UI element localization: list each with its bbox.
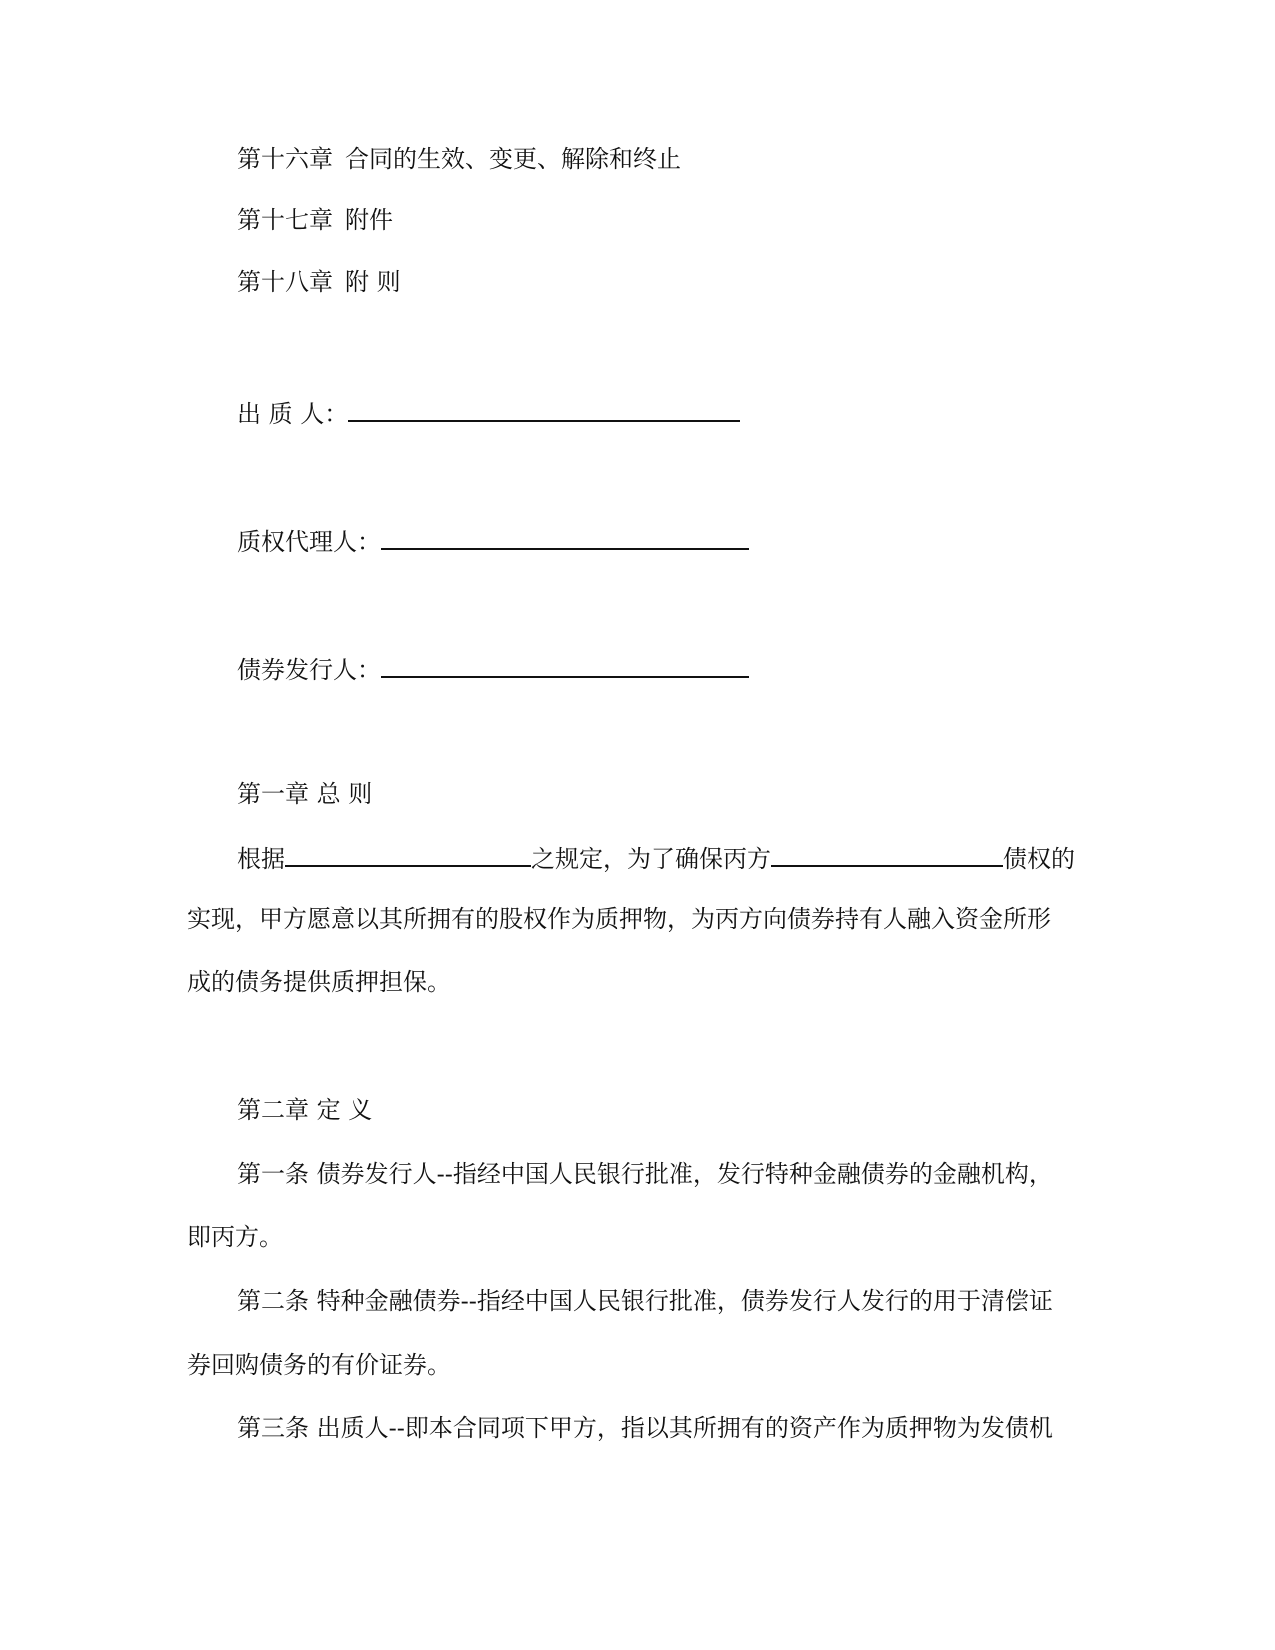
pledge-agent-row	[237, 522, 749, 558]
chapter-1-text-start: 根据	[237, 845, 285, 873]
toc-item-17-number: 第十七章	[237, 206, 333, 234]
toc-item-18-title: 附 则	[345, 268, 401, 296]
chapter-1-heading: 第一章 总 则	[237, 780, 373, 808]
bond-issuer-row	[237, 650, 749, 686]
pledge-agent-label: 质权代理人：	[237, 528, 381, 556]
article-2-line-1: 第二条 特种金融债券--指经中国人民银行批准，债券发行人发行的用于清偿证	[237, 1287, 1053, 1315]
toc-item-16	[237, 143, 681, 175]
pledgor-blank[interactable]	[348, 394, 740, 422]
pledge-agent-blank[interactable]	[381, 522, 749, 550]
article-3-line-1: 第三条 出质人--即本合同项下甲方，指以其所拥有的资产作为质押物为发债机	[237, 1414, 1053, 1442]
article-2-line-2: 券回购债务的有价证券。	[187, 1351, 451, 1379]
party-c-blank[interactable]	[771, 839, 1003, 867]
pledgor-label: 出 质 人：	[237, 400, 349, 428]
chapter-1-paragraph-line-3: 成的债务提供质押担保。	[187, 968, 451, 996]
chapter-1-paragraph-line-2: 实现，甲方愿意以其所拥有的股权作为质押物，为丙方向债券持有人融入资金所形	[187, 905, 1051, 933]
chapter-2-heading: 第二章 定 义	[237, 1096, 373, 1124]
toc-item-18	[237, 266, 401, 298]
toc-item-18-number: 第十八章	[237, 268, 333, 296]
chapter-1-text-mid: 之规定，为了确保丙方	[531, 845, 771, 873]
chapter-1-text-end: 债权的	[1003, 845, 1075, 873]
toc-item-16-number: 第十六章	[237, 145, 333, 173]
regulation-blank[interactable]	[285, 839, 531, 867]
article-1-line-1: 第一条 债券发行人--指经中国人民银行批准，发行特种金融债券的金融机构，	[237, 1160, 1053, 1188]
pledgor-row	[237, 394, 740, 430]
bond-issuer-label: 债券发行人：	[237, 656, 381, 684]
toc-item-17	[237, 204, 393, 236]
bond-issuer-blank[interactable]	[381, 650, 749, 678]
toc-item-17-title: 附件	[345, 206, 393, 234]
article-1-line-2: 即丙方。	[187, 1223, 283, 1251]
chapter-1-paragraph-line-1	[237, 839, 1075, 875]
toc-item-16-title: 合同的生效、变更、解除和终止	[345, 145, 681, 173]
